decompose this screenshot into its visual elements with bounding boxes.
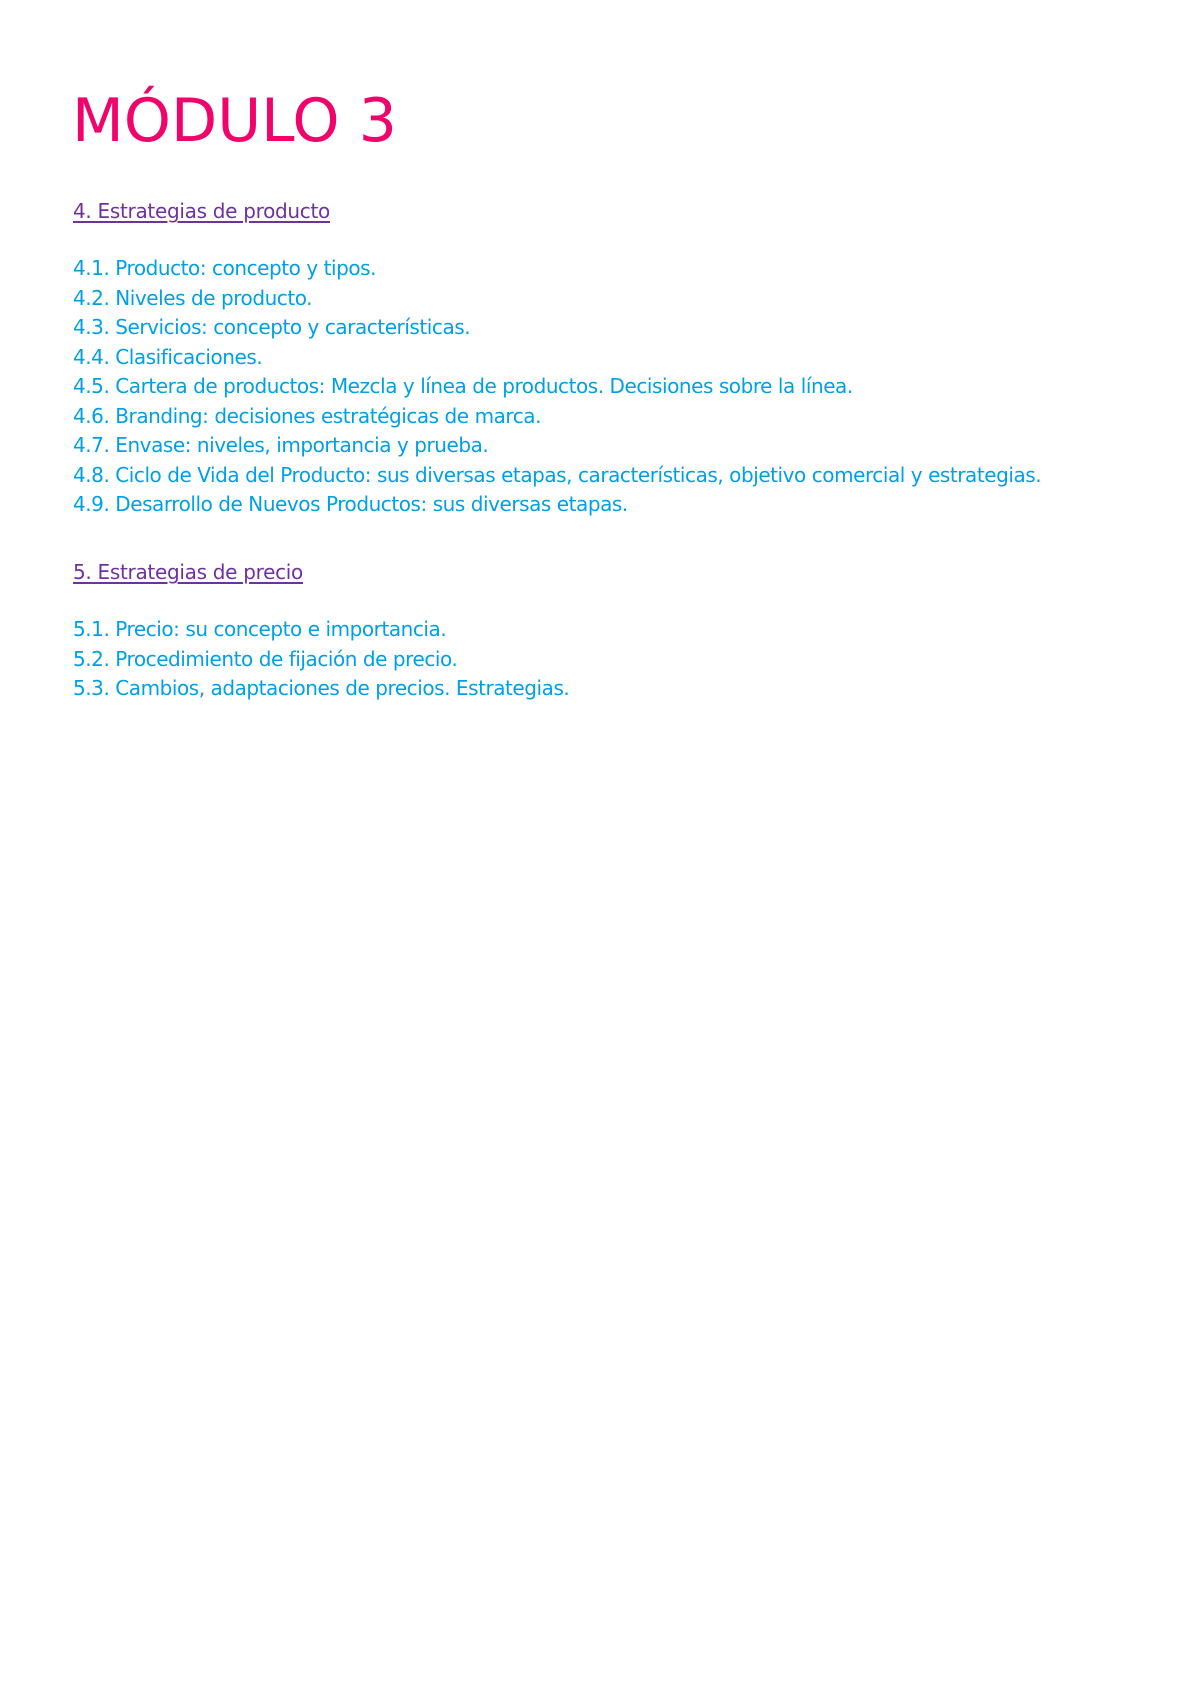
- list-item: 4.5. Cartera de productos: Mezcla y línea de productos. Decisiones sobre la línea.: [73, 374, 853, 398]
- list-item: 4.2. Niveles de producto.: [73, 285, 313, 310]
- topic-list: [73, 615, 1173, 704]
- list-item: 4.6. Branding: decisiones estratégicas de marca.: [73, 403, 541, 428]
- topic-list: [73, 254, 1173, 520]
- list-item: 5.3. Cambios, adaptaciones de precios. Estrategias.: [73, 676, 570, 700]
- list-item: 4.3. Servicios: concepto y características.: [73, 315, 471, 339]
- section-price-strategies: [73, 557, 1173, 704]
- list-item: 4.4. Clasificaciones.: [73, 344, 263, 369]
- section-product-strategies: [73, 196, 1173, 520]
- page-title: MÓDULO 3: [72, 86, 397, 156]
- list-item: 5.1. Precio: su concepto e importancia.: [73, 617, 447, 641]
- list-item: 4.1. Producto: concepto y tipos.: [73, 256, 377, 280]
- section-heading: 4. Estrategias de producto: [73, 199, 330, 223]
- section-heading: 5. Estrategias de precio: [73, 560, 303, 584]
- list-item: 4.9. Desarrollo de Nuevos Productos: sus diversas etapas.: [73, 492, 628, 516]
- list-item: 4.7. Envase: niveles, importancia y prueba.: [73, 433, 489, 457]
- list-item: 5.2. Procedimiento de fijación de precio.: [73, 646, 458, 671]
- list-item: 4.8. Ciclo de Vida del Producto: sus diversas etapas, características, objetivo comercial y estrategias.: [73, 462, 1042, 487]
